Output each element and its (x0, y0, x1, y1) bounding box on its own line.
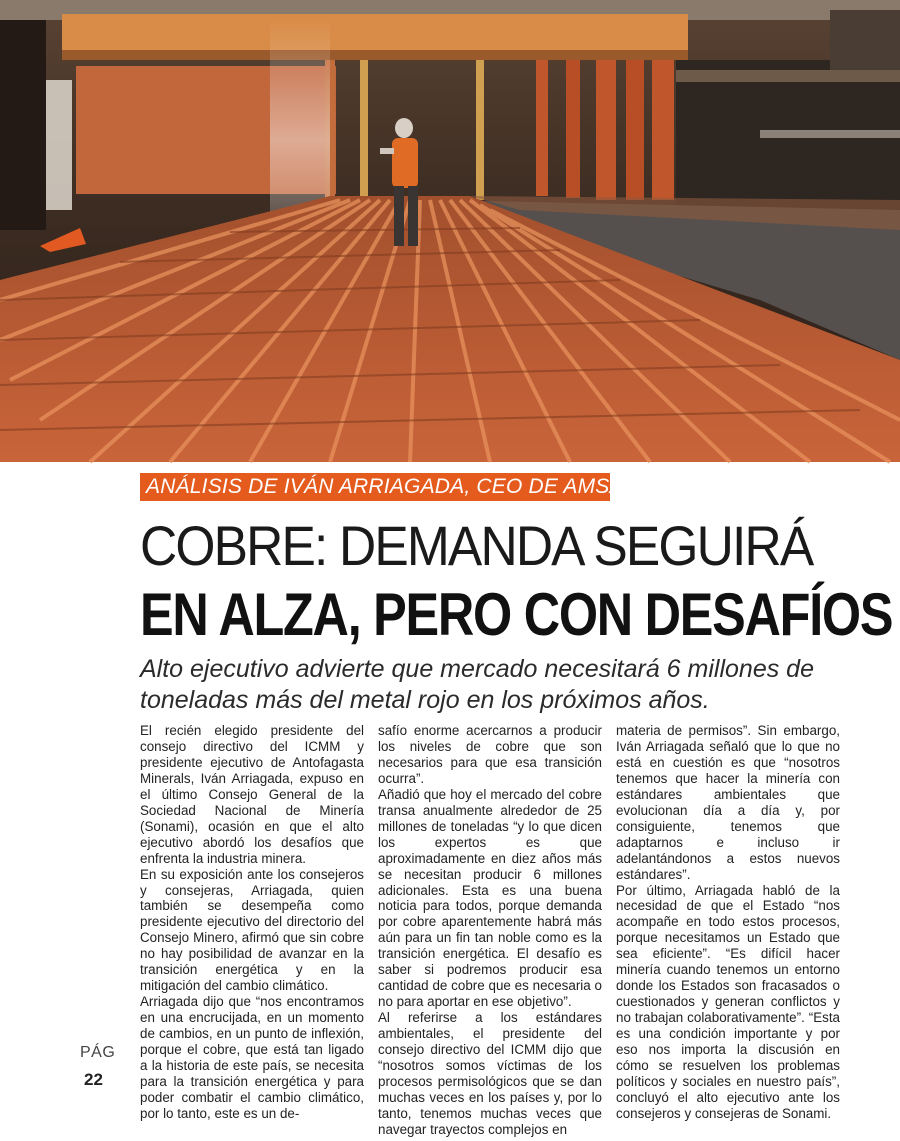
hero-photo (0, 0, 900, 462)
paragraph: Arriagada dijo que “nos encontramos en una encrucijada, en un momento de cambios, en un punto de inflexión, porque el cobre, que está tan ligado a la historia de este país, se necesita para la transición energética y para poder combatir el cambio climático, por lo tanto, este es un de- (140, 994, 364, 1121)
paragraph: Añadió que hoy el mercado del cobre transa anualmente alrededor de 25 millones de toneladas “y lo que dicen los expertos es que aproximadamente en diez años más se necesitan producir 6 millones adicionales. Esta es una buena noticia para todos, porque demanda por cobre aparentemente habrá más aún para un fin tan noble como es la transición energética. El desafío es saber si podremos producir esa cantidad de cobre que es necesaria o no para aportar en ese objetivo”. (378, 786, 602, 1010)
paragraph: Por último, Arriagada habló de la necesidad de que el Estado “nos acompañe en todo estos procesos, porque necesitamos un Estado que sea eficiente”. “Es difícil hacer minería cuando tenemos un entorno donde los Estados son fracasados o cuestionados y generan conflictos y no trabajan colaborativamente”. “Esta es una condición importante y por eso nos importa la discusión en cómo se resuelven los problemas políticos y sociales en nuestro país”, concluyó el alto ejecutivo ante los consejeros y consejeras de Sonami. (616, 882, 840, 1121)
paragraph: safío enorme acercarnos a producir los niveles de cobre que son necesarios para que esa transición ocurra”. (378, 723, 602, 786)
headline-line-2: EN ALZA, PERO CON DESAFÍOS (140, 581, 893, 648)
article-body (140, 723, 840, 1137)
paragraph: En su exposición ante los consejeros y consejeras, Arriagada, quien también se desempeña como presidente ejecutivo del directorio del Consejo Minero, afirmó que sin cobre no hay posibilidad de avanzar en la transición energética y en la mitigación del cambio climático. (140, 866, 364, 994)
body-column-2 (378, 723, 602, 1138)
article-deck: Alto ejecutivo advierte que mercado necesitará 6 millones de toneladas más del metal rojo en los próximos años. (140, 655, 814, 714)
body-column-3 (616, 723, 840, 1138)
page-label: PÁG (80, 1044, 116, 1061)
paragraph: El recién elegido presidente del consejo directivo del ICMM y presidente ejecutivo de Antofagasta Minerals, Iván Arriagada, expuso en el último Consejo General de la Sociedad Nacional de Minería (Sonami), ocasión en que el alto ejecutivo abordó los desafíos que enfrenta la industria minera. (140, 723, 364, 866)
paragraph: Al referirse a los estándares ambientales, el presidente del consejo directivo del ICMM dijo que “nosotros somos víctimas de los procesos permisológicos que se dan muchas veces en los países y, por lo tanto, tenemos muchas veces que navegar trayectos complejos en (378, 1010, 602, 1137)
copper-plant-image (0, 0, 900, 462)
body-column-1 (140, 723, 364, 1138)
paragraph: materia de permisos”. Sin embargo, Iván Arriagada señaló que lo que no está en cuestión es que “nosotros tenemos que hacer la minería con estándares ambientales que evolucionan día a día y, por consiguiente, tenemos que adaptarnos e incluso ir adelantándonos a estos nuevos estándares”. (616, 723, 840, 882)
article-kicker: ANÁLISIS DE IVÁN ARRIAGADA, CEO DE AMSA (140, 473, 610, 501)
page-number: 22 (84, 1070, 103, 1089)
headline-line-1: COBRE: DEMANDA SEGUIRÁ (140, 514, 813, 577)
